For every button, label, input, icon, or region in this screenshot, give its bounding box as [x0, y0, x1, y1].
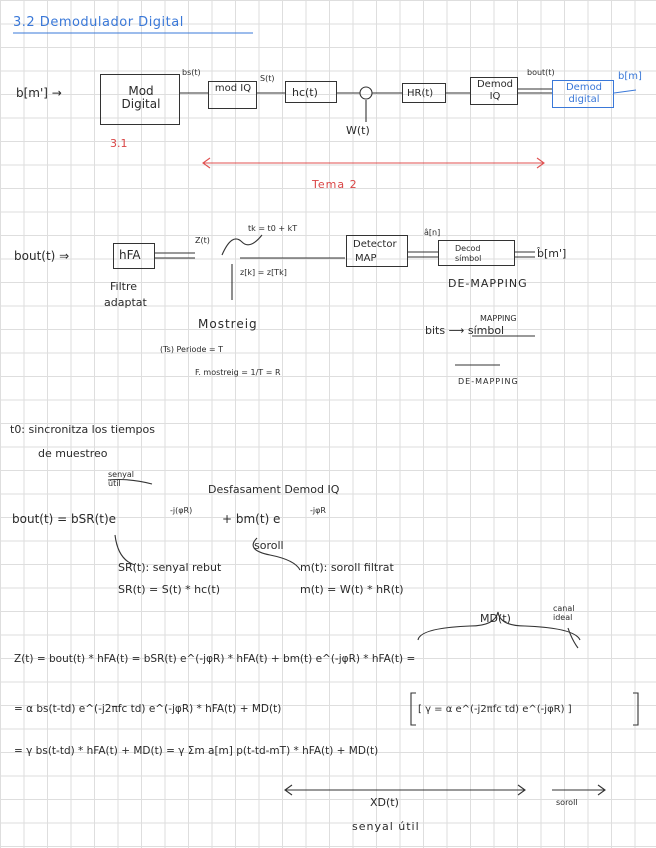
tk-label: tk = t0 + kT — [248, 224, 298, 233]
demapping2-label: DE-MAPPING — [458, 377, 519, 386]
w-label: W(t) — [346, 124, 370, 137]
soroll-bottom: soroll — [556, 798, 578, 807]
hr-block — [402, 83, 446, 103]
filter-label-2: adaptat — [104, 296, 147, 309]
section-title: 3.2 Demodulador Digital — [13, 15, 184, 30]
b-hat-label: b̂[m'] — [537, 247, 567, 260]
demapping-label: DE-MAPPING — [448, 277, 528, 290]
bout-equation: bout(t) = bSR(t)e — [12, 512, 117, 526]
detector-label-1: Detector — [353, 239, 397, 250]
senyal-util-label: senyal útil — [108, 470, 135, 488]
md-label: MD(t) — [480, 612, 511, 625]
sr-def: SR(t) = S(t) * hc(t) — [118, 583, 221, 596]
equation-1: Z(t) = bout(t) * hFA(t) = bSR(t) e^(-jφR) * hFA(t) + bm(t) e^(-jφR) * hFA(t) = — [14, 653, 416, 665]
de-muestreo-note: de muestreo — [38, 447, 108, 460]
senyal-util-bottom: senyal útil — [352, 820, 420, 833]
detector-label-2: MAP — [355, 253, 377, 264]
a-hat-label: â[n] — [424, 228, 441, 237]
hfa-block — [113, 243, 155, 269]
m-filtrat-label: m(t): soroll filtrat — [300, 561, 394, 574]
mod-digital-block — [100, 74, 180, 125]
mod-iq-label: mod IQ — [214, 83, 252, 94]
demod-digital-block — [552, 80, 614, 108]
detector-block — [346, 235, 408, 267]
mostreig-label: Mostreig — [198, 317, 258, 331]
equation-2: = α bs(t-td) e^(-j2πfc td) e^(-jφR) * hFA(t) + MD(t) — [14, 703, 282, 715]
x0-label: XD(t) — [370, 796, 399, 809]
plus-mt-term: + bm(t) e — [222, 512, 281, 526]
bout-input: bout(t) ⇒ — [14, 249, 70, 263]
exp-phi-1: -j(φR) — [170, 506, 193, 515]
hc-label: hc(t) — [292, 86, 318, 99]
output-bm: b[m] — [618, 71, 642, 82]
s-label: S(t) — [260, 74, 275, 83]
equation-3: = γ bs(t-td) * hFA(t) + MD(t) = γ Σm a[m] p(t-td-mT) * hFA(t) + MD(t) — [14, 745, 379, 757]
demod-iq-label: Demod IQ — [476, 79, 514, 102]
periode-label: (Ts) Periode = T — [160, 345, 224, 354]
sr-rebut-label: SR(t): senyal rebut — [118, 561, 222, 574]
demod-digital-label: Demod digital — [565, 82, 603, 105]
decod-block — [438, 240, 515, 266]
bits-simbol-label: bits ⟶ símbol — [425, 324, 505, 337]
mod-digital-label: Mod Digital — [121, 84, 161, 111]
label-3-1: 3.1 — [110, 137, 128, 150]
demod-iq-block — [470, 77, 518, 105]
zk-label: z[k] = z[Tk] — [240, 268, 287, 277]
exp-phi-2: -jφR — [310, 506, 326, 515]
filter-label-1: Filtre — [110, 280, 138, 293]
hfa-label: hFA — [119, 248, 141, 262]
desfasament-label: Desfasament Demod IQ — [208, 483, 340, 496]
mapping-label: MAPPING — [480, 314, 517, 323]
input-bm: b[m'] → — [16, 86, 62, 100]
gamma-box: [ γ = α e^(-j2πfc td) e^(-jφR) ] — [418, 704, 572, 715]
tema-2-label: Tema 2 — [312, 178, 358, 191]
decod-label-2: símbol — [455, 254, 482, 263]
bs-label: bs(t) — [182, 68, 201, 77]
bout-label: bout(t) — [527, 68, 555, 77]
hr-label: HR(t) — [407, 88, 434, 99]
mod-iq-block — [208, 81, 257, 109]
canal-ideal-label: canal ideal — [553, 604, 575, 622]
hc-block — [285, 81, 337, 103]
soroll-label: soroll — [254, 539, 284, 552]
z-label: Z(t) — [195, 236, 210, 245]
freq-label: F. mostreig = 1/T = R — [195, 368, 281, 377]
m-def: m(t) = W(t) * hR(t) — [300, 583, 404, 596]
decod-label-1: Decod — [455, 244, 481, 253]
t0-note: t0: sincronitza los tiempos — [10, 423, 155, 436]
